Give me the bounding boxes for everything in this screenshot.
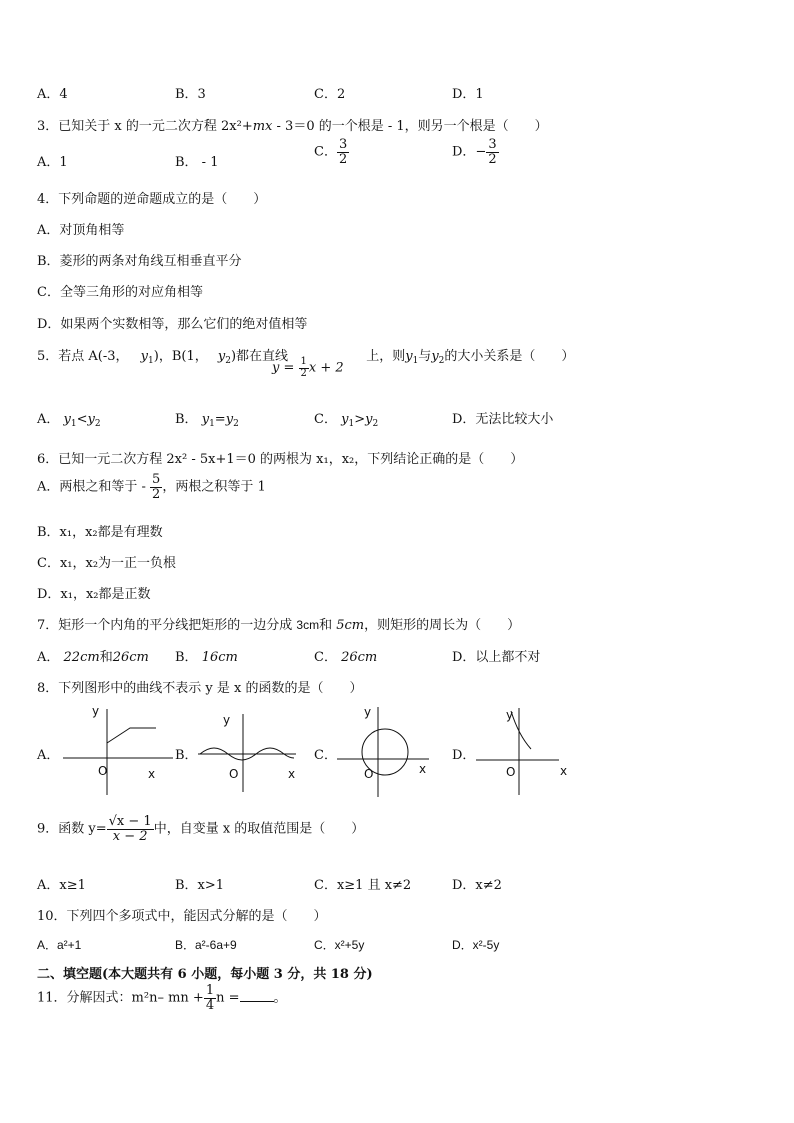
q3-option-a: A．1	[37, 155, 68, 170]
origin-label: O	[364, 767, 374, 781]
q10-stem: 10．下列四个多项式中，能因式分解的是（ ）	[37, 909, 327, 924]
q10-option-a: A．a²+1	[37, 938, 82, 952]
axis-y-label: y	[223, 713, 231, 727]
q8-graph-a	[58, 703, 178, 798]
q3-option-b: B． - 1	[175, 155, 219, 170]
q2-option-b: B．3	[175, 87, 206, 102]
q3-option-c: C． $\frac{3}{2}$	[314, 137, 348, 167]
axis-x-label: x	[148, 767, 156, 781]
q3-stem: 3．已知关于 x 的一元二次方程 2x²+mx - 3＝0 的一个根是 - 1，则另一个根是（ ）	[37, 119, 548, 134]
answer-blank[interactable]	[240, 991, 274, 1002]
q7-option-a: A． 22cm和26cm	[37, 650, 149, 665]
q9-option-c: C．x≥1 且 x≠2	[314, 878, 412, 893]
q10-option-b: B．a²-6a+9	[175, 938, 237, 952]
q5-option-b: B． $y_1=y_2$	[175, 412, 239, 429]
q6-option-d: D．x₁，x₂都是正数	[37, 587, 151, 602]
q5-option-a: A． $y_1<y_2$	[37, 412, 101, 429]
q5-stem: 5．若点 A(-3， $y_1$)，B(1， $y_2$)都在直线 上，则$y_1$与$y_2$的大小关系是（ ）	[37, 349, 575, 366]
q4-option-b: B．菱形的两条对角线互相垂直平分	[37, 254, 242, 269]
q4-option-d: D．如果两个实数相等，那么它们的绝对值相等	[37, 317, 308, 332]
q3-option-d: D．− $\frac{3}{2}$	[452, 137, 497, 167]
q8-option-b-label: B．	[175, 748, 198, 763]
q8-stem: 8．下列图形中的曲线不表示 y 是 x 的函数的是（ ）	[37, 681, 363, 696]
q9-option-a: A．x≥1	[37, 878, 86, 893]
q8-graph-b	[196, 710, 306, 795]
q4-option-c: C．全等三角形的对应角相等	[37, 285, 203, 300]
q8-graph-d	[474, 703, 574, 798]
q9-stem: 9．函数 y= $\frac{√x - 1}{x - 2}$ 中，自变量 x 的取值范围是（ ）	[37, 814, 365, 844]
axis-x-label: x	[560, 764, 568, 778]
axis-y-label: y	[506, 708, 514, 722]
q2-option-c: C．2	[314, 87, 346, 102]
q11-stem: 11．分解因式：m²n– mn + $\frac{1}{4}$ n = 。	[37, 983, 287, 1013]
axis-y-label: y	[364, 705, 372, 719]
q9-option-b: B．x>1	[175, 878, 225, 893]
origin-label: O	[506, 765, 516, 779]
axis-x-label: x	[288, 767, 296, 781]
q10-option-c: C．x²+5y	[314, 938, 365, 952]
q10-option-d: D．x²-5y	[452, 938, 500, 952]
section-heading: 二、填空题(本大题共有 6 小题，每小题 3 分，共 18 分)	[37, 967, 373, 982]
q2-option-d: D．1	[452, 87, 484, 102]
q4-option-a: A．对顶角相等	[37, 223, 125, 238]
q5-option-c: C． $y_1>y_2$	[314, 412, 379, 429]
q5-option-d: D．无法比较大小	[452, 412, 554, 427]
q8-option-c-label: C．	[314, 748, 337, 763]
q7-option-c: C． 26cm	[314, 650, 378, 665]
q7-option-d: D．以上都不对	[452, 650, 541, 665]
q9-option-d: D．x≠2	[452, 878, 502, 893]
q6-stem: 6．已知一元二次方程 2x² - 5x+1＝0 的两根为 x₁，x₂，下列结论正确的是（ ）	[37, 452, 524, 467]
q8-graph-c	[333, 703, 438, 798]
q7-option-b: B． 16cm	[175, 650, 238, 665]
q4-stem: 4．下列命题的逆命题成立的是（ ）	[37, 192, 267, 207]
axis-y-label: y	[92, 704, 100, 718]
q6-option-a: A．两根之和等于 - $\frac{5}{2}$ ，两根之积等于 1	[37, 472, 266, 502]
q2-option-a: A．4	[37, 87, 68, 102]
q6-option-b: B．x₁，x₂都是有理数	[37, 525, 163, 540]
origin-label: O	[229, 767, 239, 781]
q8-option-a-label: A．	[37, 748, 60, 763]
q6-option-c: C．x₁，x₂为一正一负根	[37, 556, 177, 571]
q5-line-equation: y = $\frac{1}{2}$ x + 2	[272, 356, 344, 379]
q7-stem: 7．矩形一个内角的平分线把矩形的一边分成 3cm和 5cm，则矩形的周长为（ ）	[37, 618, 521, 633]
origin-label: O	[98, 764, 108, 778]
axis-x-label: x	[419, 762, 427, 776]
q8-option-d-label: D．	[452, 748, 476, 763]
